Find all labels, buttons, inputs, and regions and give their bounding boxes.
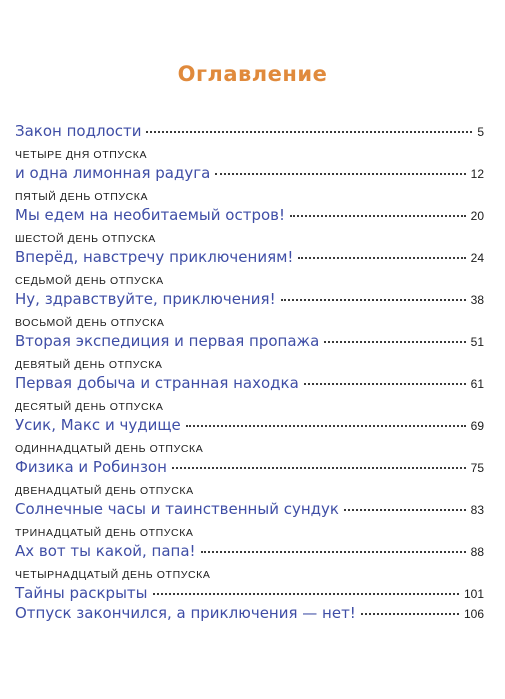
toc-entry-row [15,162,484,184]
toc-entry-day-label: СЕДЬМОЙ ДЕНЬ ОТПУСКА [15,275,164,287]
toc-entry[interactable] [15,190,484,226]
toc-page-number: 83 [470,503,484,517]
toc-page-number: 106 [463,607,484,621]
toc-entry-day-label: ОДИННАДЦАТЫЙ ДЕНЬ ОТПУСКА [15,443,204,455]
toc-entry-row [15,372,484,394]
dot-leader [153,593,459,595]
toc-page-number: 12 [470,167,484,181]
toc-entry-row [15,456,484,478]
toc-page-number: 24 [470,251,484,265]
dot-leader [324,341,465,343]
toc-entry[interactable] [15,568,484,604]
toc-entry[interactable] [15,400,484,436]
toc-page-number: 69 [470,419,484,433]
toc-page-number: 51 [470,335,484,349]
toc-entry-row [15,246,484,268]
toc-entry-day-label: ДЕВЯТЫЙ ДЕНЬ ОТПУСКА [15,359,163,371]
dot-leader [304,383,466,385]
dot-leader [215,173,465,175]
toc-entry[interactable] [15,602,484,624]
toc-chapter-title[interactable]: Первая добыча и странная находка [15,374,299,392]
toc-entry[interactable] [15,148,484,184]
toc-chapter-title[interactable]: Ах вот ты какой, папа! [15,542,196,560]
toc-chapter-title[interactable]: Тайны раскрыты [15,584,148,602]
toc-entry-row [15,288,484,310]
toc-entry[interactable] [15,442,484,478]
toc-entry-day-label: ПЯТЫЙ ДЕНЬ ОТПУСКА [15,191,149,203]
dot-leader [172,467,466,469]
toc-chapter-title[interactable]: Закон подлости [15,122,142,140]
dot-leader [361,613,459,615]
toc-title: Оглавление [177,62,328,86]
toc-chapter-title[interactable]: Физика и Робинзон [15,458,167,476]
toc-entry-row [15,204,484,226]
dot-leader [186,425,466,427]
toc-chapter-title[interactable]: и одна лимонная радуга [15,164,211,182]
toc-entry-row [15,498,484,520]
dot-leader [344,509,466,511]
toc-entry[interactable] [15,316,484,352]
toc-entry-day-label: ДЕСЯТЫЙ ДЕНЬ ОТПУСКА [15,401,164,413]
toc-entry[interactable] [15,274,484,310]
toc-page-number: 20 [470,209,484,223]
toc-chapter-title[interactable]: Вторая экспедиция и первая пропажа [15,332,320,350]
toc-entry-day-label: ЧЕТЫРЕ ДНЯ ОТПУСКА [15,149,148,161]
toc-entry[interactable] [15,120,484,142]
toc-entry-row [15,602,484,624]
toc-page-number: 5 [477,125,484,139]
toc-entry-row [15,330,484,352]
dot-leader [298,257,465,259]
toc-entry-row [15,540,484,562]
toc-chapter-title[interactable]: Отпуск закончился, а приключения — нет! [15,604,356,622]
toc-chapter-title[interactable]: Усик, Макс и чудище [15,416,181,434]
toc-entry-day-label: ВОСЬМОЙ ДЕНЬ ОТПУСКА [15,317,165,329]
toc-entry[interactable] [15,232,484,268]
toc-entry[interactable] [15,358,484,394]
toc-entry-row [15,120,484,142]
dot-leader [146,131,472,133]
toc-entry-day-label: ШЕСТОЙ ДЕНЬ ОТПУСКА [15,233,156,245]
toc-entry-day-label: ТРИНАДЦАТЫЙ ДЕНЬ ОТПУСКА [15,527,194,539]
dot-leader [290,215,466,217]
toc-page-number: 75 [470,461,484,475]
toc-chapter-title[interactable]: Вперёд, навстречу приключениям! [15,248,294,266]
toc-chapter-title[interactable]: Ну, здравствуйте, приключения! [15,290,276,308]
toc-page-number: 38 [470,293,484,307]
dot-leader [201,551,466,553]
toc-page-number: 88 [470,545,484,559]
toc-page-number: 101 [463,587,484,601]
toc-entry[interactable] [15,484,484,520]
toc-entry-row [15,582,484,604]
toc-entry[interactable] [15,526,484,562]
toc-entry-row [15,414,484,436]
dot-leader [281,299,466,301]
toc-chapter-title[interactable]: Мы едем на необитаемый остров! [15,206,285,224]
toc-page-number: 61 [470,377,484,391]
toc-entry-day-label: ЧЕТЫРНАДЦАТЫЙ ДЕНЬ ОТПУСКА [15,569,211,581]
toc-chapter-title[interactable]: Солнечные часы и таинственный сундук [15,500,339,518]
toc-entry-day-label: ДВЕНАДЦАТЫЙ ДЕНЬ ОТПУСКА [15,485,194,497]
